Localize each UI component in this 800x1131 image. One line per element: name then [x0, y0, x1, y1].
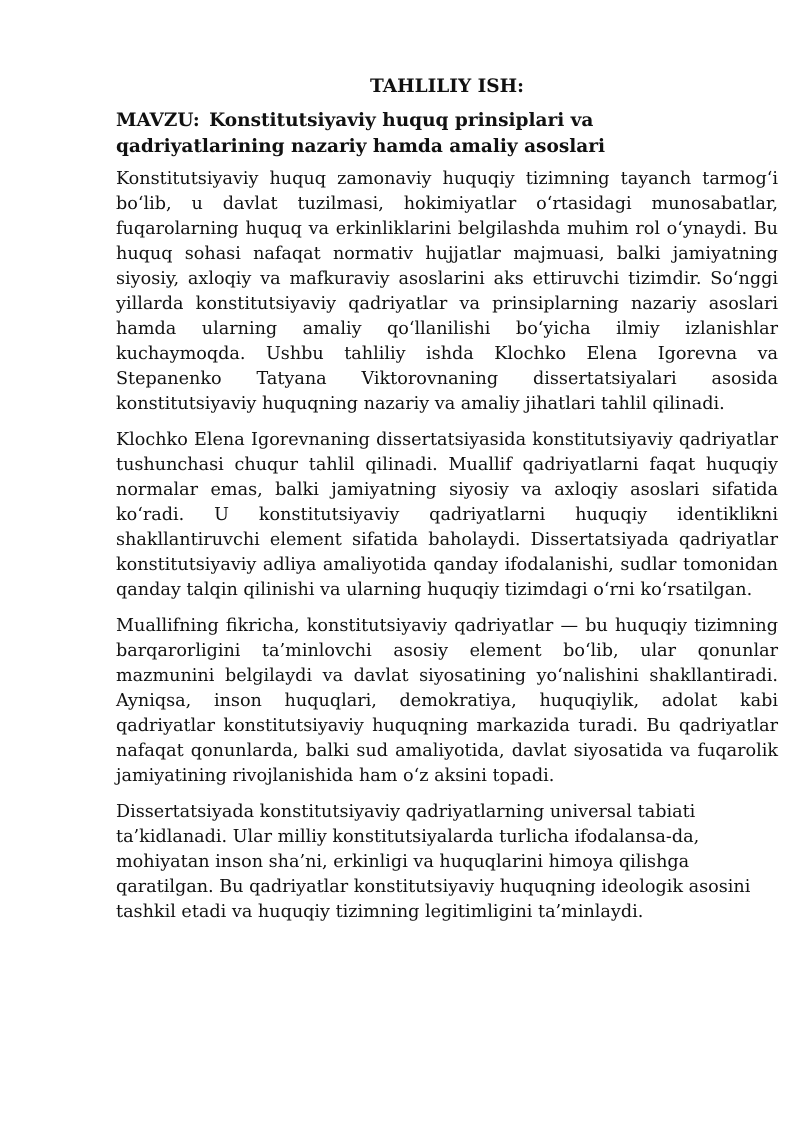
paragraph-universal-nature: Dissertatsiyada konstitutsiyaviy qadriyatlarning universal tabiati ta’kidlanadi. Ular milliy konstitutsiyalarda turlicha ifodalansa-da, mohiyatan inson sha’ni, erkinligi va huquqlarini himoya qilishga qaratilgan. Bu qadriyatlar konstitutsiyaviy huquqning ideologik asosini tashkil etadi va huquqiy tizimning legitimligini ta’minlaydi.: [116, 802, 751, 922]
topic-heading: [116, 108, 661, 160]
topic-label: MAVZU:: [116, 110, 200, 131]
topic-text: Konstitutsiyaviy huquq prinsiplari va qadriyatlarining nazariy hamda amaliy asoslari: [116, 110, 606, 157]
paragraph-author-opinion: Muallifning fikricha, konstitutsiyaviy qadriyatlar — bu huquqiy tizimning barqarorligini ta’minlovchi asosiy element bo‘lib, ular qonunlar mazmunini belgilaydi va davlat siyosatining yo‘nalishini shakllantiradi. Ayniqsa, inson huquqlari, demokratiya, huquqiylik, adolat kabi qadriyatlar konstitutsiyaviy huquqning markazida turadi. Bu qadriyatlar nafaqat qonunlarda, balki sud amaliyotida, davlat siyosatida va fuqarolik jamiyatining rivojlanishida ham o‘z aksini topadi.: [116, 616, 778, 786]
paragraph-intro: Konstitutsiyaviy huquq zamonaviy huquqiy tizimning tayanch tarmog‘i bo‘lib, u davlat tuzilmasi, hokimiyatlar o‘rtasidagi munosabatlar, fuqarolarning huquq va erkinliklarini belgilashda muhim rol o‘ynaydi. Bu huquq sohasi nafaqat normativ hujjatlar majmuasi, balki jamiyatning siyosiy, axloqiy va mafkuraviy asoslarini aks ettiruvchi tizimdir. So‘nggi yillarda konstitutsiyaviy qadriyatlar va prinsiplarning nazariy asoslari hamda ularning amaliy qo‘llanilishi bo‘yicha ilmiy izlanishlar kuchaymoqda. Ushbu tahliliy ishda Klochko Elena Igorevna va Stepanenko Tatyana Viktorovnaning dissertatsiyalari asosida konstitutsiyaviy huquqning nazariy va amaliy jihatlari tahlil qilinadi.: [116, 169, 778, 414]
document-page: [116, 74, 778, 936]
document-title: TAHLILIY ISH:: [370, 76, 524, 97]
paragraph-klochko: Klochko Elena Igorevnaning dissertatsiyasida konstitutsiyaviy qadriyatlar tushunchasi chuqur tahlil qilinadi. Muallif qadriyatlarni faqat huquqiy normalar emas, balki jamiyatning siyosiy va axloqiy asoslari sifatida ko‘radi. U konstitutsiyaviy qadriyatlarni huquqiy identiklikni shakllantiruvchi element sifatida baholaydi. Dissertatsiyada qadriyatlar konstitutsiyaviy adliya amaliyotida qanday ifodalanishi, sudlar tomonidan qanday talqin qilinishi va ularning huquqiy tizimdagi o‘rni ko‘rsatilgan.: [116, 430, 778, 600]
